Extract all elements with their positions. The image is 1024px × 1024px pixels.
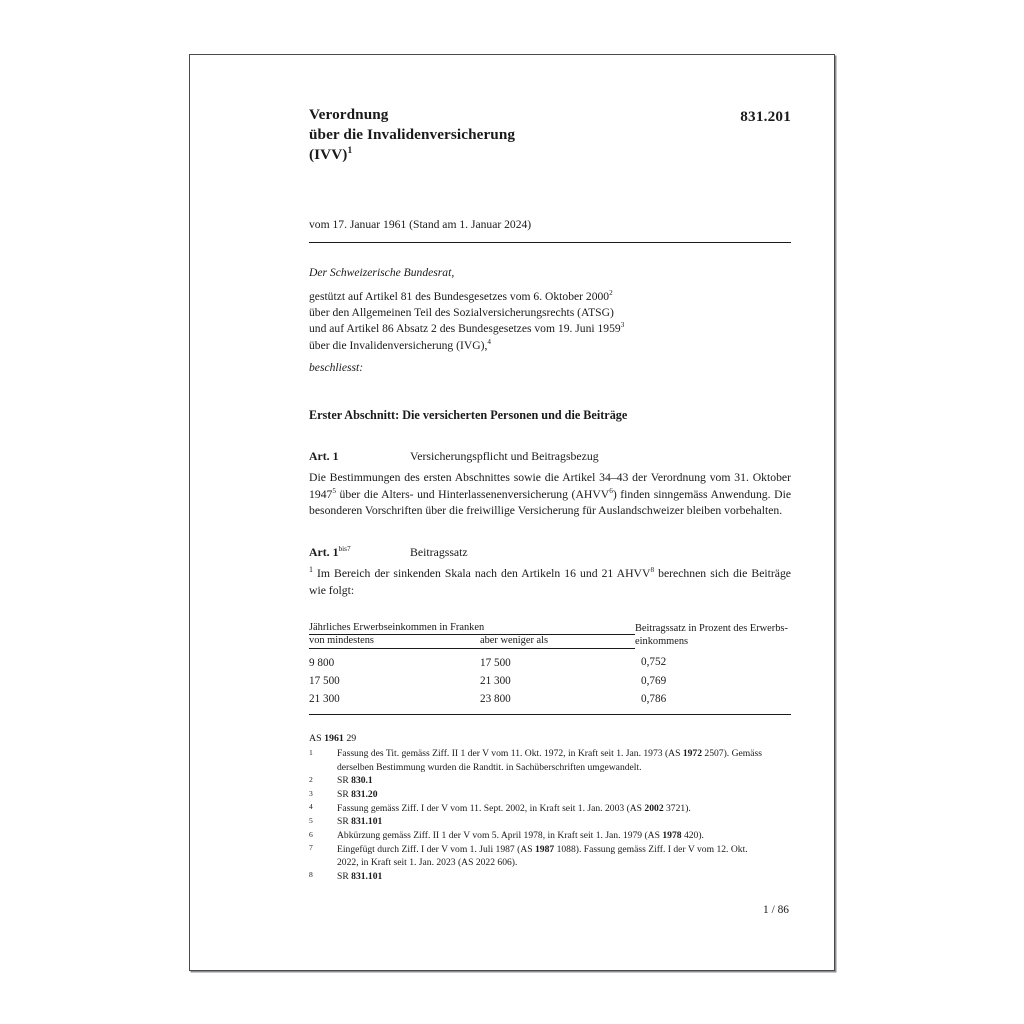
- table-header: [309, 622, 791, 649]
- footnote-text: [337, 829, 764, 842]
- article-1bis-body: [309, 566, 791, 600]
- article-1-body-part-1: Die Bestimmungen des ersten Abschnittes sowie die Artikel 34–43 der Verordnung vom 31. Oktober 1947: [309, 470, 791, 501]
- page-number: 1 / 86: [763, 904, 789, 916]
- table-header-rate-line-1: Beitragssatz in Prozent des Erwerbs-: [635, 622, 788, 634]
- cell-max: 23 800: [480, 692, 511, 705]
- footnote-text-pre: SR: [337, 816, 352, 828]
- footnote-item: [309, 829, 764, 842]
- table-header-row-group: [309, 622, 791, 635]
- as-prefix: AS: [309, 732, 325, 744]
- section-heading: Erster Abschnitt: Die versicherten Personen und die Beiträge: [309, 408, 628, 423]
- title-line-2: über die Invalidenversicherung: [309, 126, 516, 144]
- footnote-text-bold: 1987: [534, 843, 555, 855]
- footnote-number: 4: [309, 802, 313, 812]
- footnotes-block: [309, 732, 764, 883]
- table-row: [309, 672, 791, 690]
- table-header-rate: [635, 622, 791, 649]
- cell-max: 17 500: [480, 656, 511, 669]
- article-1-body-part-2: über die Alters- und Hinterlassenenversicherung (AHVV: [336, 487, 610, 501]
- article-1bis-body-part-1: Im Bereich der sinkenden Skala nach den Artikeln 16 und 21 AHVV: [312, 567, 651, 581]
- preamble-decides: beschliesst:: [309, 361, 364, 375]
- article-1bis-head: [309, 545, 791, 561]
- footnote-text: [337, 774, 764, 787]
- preamble-legal-basis: [309, 289, 791, 355]
- page-footer: [309, 898, 789, 916]
- footnote-marker-7: 7: [347, 544, 351, 554]
- article-1bis-body-part-2: berechnen sich die Beiträge wie folgt:: [309, 567, 791, 598]
- footnote-marker-4: 4: [487, 338, 491, 347]
- footnote-number: 3: [309, 788, 313, 798]
- article-1-number: Art. 1: [309, 448, 339, 463]
- footnote-number: 7: [309, 843, 313, 853]
- footnote-text: [337, 843, 764, 869]
- cell-rate: 0,786: [641, 692, 667, 705]
- footnote-item: [309, 747, 764, 773]
- footnote-number: 6: [309, 829, 313, 839]
- footnote-item: [309, 788, 764, 801]
- cell-max: 21 300: [480, 674, 511, 687]
- footnote-text-pre: SR: [337, 775, 352, 787]
- title-abbreviation: (IVV): [309, 146, 348, 164]
- footnote-text-bold: 1972: [682, 748, 702, 760]
- contribution-rate-table: [309, 622, 791, 708]
- article-1bis-number: [309, 545, 410, 561]
- table-header-rate-line-2: einkommens: [635, 636, 689, 648]
- footnote-text-post: 420).: [681, 830, 704, 842]
- footnote-text: [337, 802, 764, 815]
- footnote-text-bold: 831.101: [351, 870, 383, 882]
- footnote-text: [337, 815, 764, 828]
- footnote-text-bold: 831.20: [351, 789, 378, 800]
- article-1-title: Versicherungspflicht und Beitragsbezug: [410, 448, 599, 463]
- footnote-marker-1: 1: [347, 146, 353, 157]
- footnote-text: [337, 747, 764, 773]
- article-1-head: [309, 449, 791, 465]
- footnote-text-pre: Abkürzung gemäss Ziff. II 1 der V vom 5. April 1978, in Kraft seit 1. Jan. 1979 (AS: [337, 830, 663, 842]
- document-date: vom 17. Januar 1961 (Stand am 1. Januar 2024): [309, 218, 532, 231]
- footnote-text-post: 1088). Fassung gemäss Ziff. I der V vom 12. Okt. 2022, in Kraft seit 1. Jan. 2023 (AS 2022 606).: [337, 843, 748, 869]
- article-1bis-title: Beitragssatz: [410, 545, 468, 560]
- title-line-1: Verordnung: [309, 106, 389, 123]
- document-page: [189, 54, 835, 971]
- table-bottom-divider: [309, 714, 791, 715]
- basis-line-3: und auf Artikel 86 Absatz 2 des Bundesgesetzes vom 19. Juni 1959: [309, 322, 621, 336]
- table-row: [309, 648, 791, 672]
- footnote-text-bold: 2002: [644, 802, 664, 814]
- footnote-text-pre: SR: [337, 870, 352, 882]
- as-page: 29: [343, 732, 357, 744]
- footnote-number: 5: [309, 815, 313, 825]
- article-1: [309, 449, 791, 520]
- footnote-text-pre: Fassung des Tit. gemäss Ziff. II 1 der V vom 11. Okt. 1972, in Kraft seit 1. Jan. 1973 (AS: [337, 748, 683, 760]
- as-reference: [309, 732, 764, 745]
- footnote-text-bold: 831.101: [351, 816, 383, 828]
- sr-number: 831.201: [740, 108, 791, 125]
- basis-line-1: gestützt auf Artikel 81 des Bundesgesetzes vom 6. Oktober 2000: [309, 289, 610, 303]
- cell-min: 21 300: [309, 692, 340, 705]
- footnote-text-bold: 1978: [662, 830, 682, 842]
- basis-line-2: über den Allgemeinen Teil des Sozialversicherungsrechts (ATSG): [309, 305, 614, 319]
- footnote-item: [309, 870, 764, 883]
- footnote-marker-6: 6: [609, 486, 613, 495]
- footnote-number: 1: [309, 747, 313, 757]
- cell-min: 17 500: [309, 674, 340, 687]
- article-1-body-part-3: ) finden sinngemäss Anwendung. Die besonderen Vorschriften über die freiwillige Versicherung für Auslandschweizer bleiben vorbehalten.: [309, 487, 792, 518]
- footnote-marker-3: 3: [620, 321, 625, 330]
- footnote-item: [309, 843, 764, 869]
- table-body: [309, 648, 791, 707]
- title-abbreviation-line: [309, 145, 671, 165]
- footnote-text: [337, 870, 764, 883]
- footnote-text-post: 3721).: [663, 802, 691, 814]
- article-1bis-superscript-bis: bis: [338, 544, 347, 554]
- table-row: [309, 690, 791, 708]
- page-content: [309, 105, 791, 884]
- paragraph-marker: 1: [309, 565, 313, 575]
- footnote-number: 8: [309, 870, 313, 880]
- cell-min: 9 800: [309, 656, 335, 669]
- footnote-text-pre: Fassung gemäss Ziff. I der V vom 11. Sept. 2002, in Kraft seit 1. Jan. 2003 (AS: [337, 802, 645, 814]
- article-1bis-number-text: Art. 1: [309, 545, 339, 560]
- footnote-item: [309, 802, 764, 815]
- footnote-text: [337, 788, 764, 801]
- footnote-text-bold: 830.1: [351, 775, 373, 787]
- preamble-authority: Der Schweizerische Bundesrat,: [309, 266, 455, 280]
- footnote-marker-8: 8: [650, 566, 655, 575]
- article-1-body: [309, 470, 791, 521]
- footnote-number: 2: [309, 774, 313, 784]
- footnote-marker-2: 2: [609, 288, 613, 297]
- as-year: 1961: [324, 732, 344, 744]
- footnote-item: [309, 774, 764, 787]
- preamble: [309, 265, 791, 374]
- page-title: [309, 105, 791, 165]
- cell-rate: 0,769: [641, 674, 667, 687]
- title-block: [309, 105, 791, 183]
- cell-rate: 0,752: [641, 656, 667, 669]
- footnote-text-pre: SR: [337, 789, 352, 800]
- footnote-text-pre: Eingefügt durch Ziff. I der V vom 1. Juli 1987 (AS: [337, 843, 535, 855]
- table-header-min: von mindestens: [309, 635, 480, 649]
- basis-line-4: über die Invalidenversicherung (IVG),: [309, 338, 488, 352]
- table-header-max: aber weniger als: [480, 635, 635, 649]
- header-divider: [309, 242, 791, 243]
- footnote-text-post: 2507). Gemäss derselben Bestimmung wurden die Randtit. in Sachüberschriften umgewandelt.: [337, 748, 762, 773]
- footnote-item: [309, 815, 764, 828]
- table-header-income-group: Jährliches Erwerbseinkommen in Franken: [309, 622, 635, 635]
- article-1bis: [309, 545, 791, 600]
- footnote-marker-5: 5: [332, 486, 336, 495]
